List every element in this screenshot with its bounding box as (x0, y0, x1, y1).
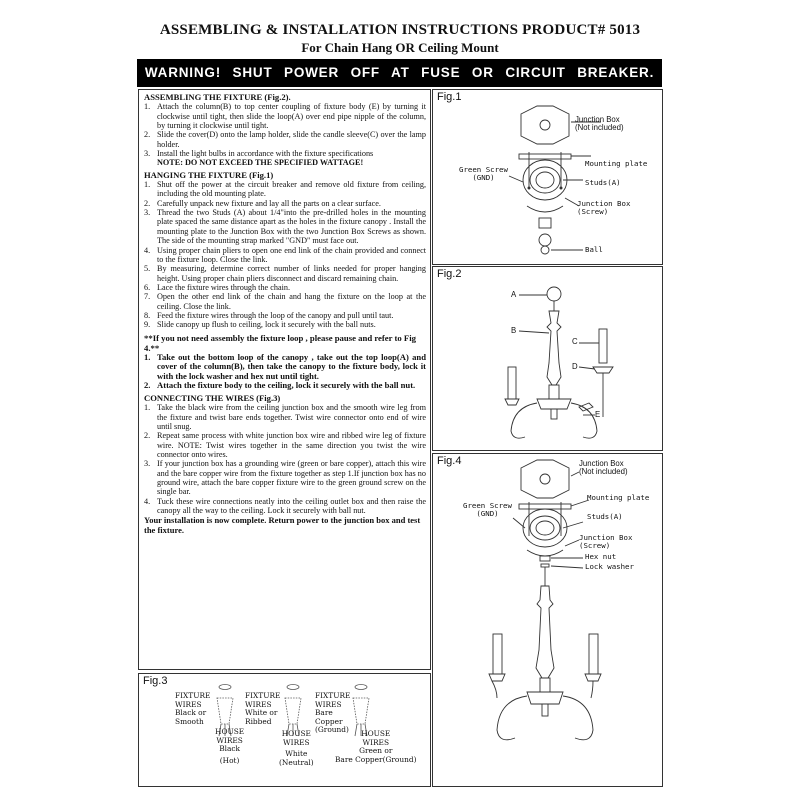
fig4-mounting-plate-label: Mounting plate (587, 493, 650, 502)
fig2-label-a: A (511, 290, 517, 299)
wiring-heading: CONNECTING THE WIRES (Fig.3) (144, 392, 281, 403)
fig1-studs-label: Studs(A) (585, 178, 621, 187)
list-item: 4. Using proper chain pliers to open one end link of the chain provided and connect to the fixture loop. Close the link. (144, 245, 426, 264)
list-item: 2. Carefully unpack new fixture and lay all the parts on a clear surface. (144, 198, 381, 208)
fig4-panel (432, 453, 663, 787)
list-item: 9. Slide canopy up flush to ceiling, lock it securely with the ball nuts. (144, 320, 376, 330)
hanging-steps (144, 180, 426, 330)
list-item: 1. Attach the column(B) to top center coupling of fixture body (E) by turning it clockwise until tight, then slide the loop(A) over end pipe nipple of the column, by turning it clockwise until tight. (144, 102, 426, 131)
fig3-panel (138, 673, 431, 787)
fig4-label: Fig.4 (437, 455, 462, 467)
fig4-hex-nut-label: Hex nut (585, 552, 617, 561)
fig1-green-screw-label: Green Screw (GND) (459, 165, 508, 183)
fig4-studs-label: Studs(A) (587, 512, 623, 521)
fig1-ball-label: Ball (585, 245, 603, 254)
fig3-fixture-wires-3: FIXTURE WIRES Bare Copper (Ground) (315, 691, 351, 734)
list-item: 3. Thread the two Studs (A) about 1/4"into the pre-drilled holes in the mounting plate spaced the same distance apart as the holes in the fixture canopy . Install the mounting plate to the Junction Box with the two Junction Box Screws as shown. The side of the mounting strap marked "GND" must face out. (144, 208, 426, 246)
fig2-label-c: C (572, 337, 578, 346)
fig1-panel (432, 89, 663, 265)
document-title: ASSEMBLING & INSTALLATION INSTRUCTIONS PRODUCT# 5013 (159, 22, 641, 38)
list-item: 1. Take out the bottom loop of the canopy , take out the top loop(A) and cover of the column(B), then take the canopy to the fixture body, lock it with the lock washer and hex nut until tight. (144, 351, 426, 381)
list-item: 5. By measuring, determine correct number of links needed for proper hanging height. Using proper chain pliers disconnect and discard remaining chain. (144, 264, 426, 283)
fig4-green-screw-label: Green Screw (GND) (463, 501, 512, 519)
fig2-diagram (433, 267, 664, 452)
instructions-panel (138, 89, 431, 670)
fig3-house-wires-3: HOUSE WIRES Green or Bare Copper(Ground) (335, 729, 417, 764)
list-item: 2. Repeat same process with white junction box wire and ribbed wire leg of fixture wire. NOTE: Twist wires together in the same direction you twist the wire connector onto wires. (144, 431, 426, 460)
fig3-house-wires-2: HOUSE WIRES White (Neutral) (279, 729, 314, 767)
list-item: 4. Tuck these wire connections neatly into the ceiling outlet box and then raise the canopy all the way to the ceiling. Lock it securely with ball nut. (144, 496, 426, 516)
fig4-lock-washer-label: Lock washer (585, 562, 634, 571)
hanging-heading: HANGING THE FIXTURE (Fig.1) (144, 169, 274, 180)
list-item: 3. Install the light bulbs in accordance with the fixture specifications (144, 149, 374, 159)
fig2-panel (432, 266, 663, 451)
fig2-label-e: E (595, 410, 601, 419)
fig4-junction-box-label: Junction Box (Not included) (579, 459, 628, 477)
fig2-label-b: B (511, 326, 517, 335)
assembling-steps (144, 102, 426, 158)
warning-banner: WARNING! SHUT POWER OFF AT FUSE OR CIRCUIT BREAKER. (137, 59, 662, 87)
assembling-heading: ASSEMBLING THE FIXTURE (Fig.2). (144, 92, 291, 102)
list-item: 2. Slide the cover(D) onto the lamp holder, slide the candle sleeve(C) over the lamp holder. (144, 130, 426, 149)
fig3-house-wires-1: HOUSE WIRES Black (Hot) (215, 727, 245, 765)
list-item: 3. If your junction box has a grounding wire (green or bare copper), attach this wire and the bare copper wire from the fixture together as step 1.If junction box has no ground wire, attach the bare copper fixture wire to the green ground screw on the single bar. (144, 459, 426, 497)
list-item: 7. Open the other end link of the chain and hang the fixture on the loop at the ceiling. Close the link. (144, 292, 426, 311)
list-item: 6. Lace the fixture wires through the chain. (144, 282, 290, 292)
fig1-junction-box-label: Junction Box (Not included) (575, 115, 624, 133)
wattage-note: NOTE: DO NOT EXCEED THE SPECIFIED WATTAGE! (157, 158, 364, 168)
fig3-fixture-wires-1: FIXTURE WIRES Black or Smooth (175, 691, 211, 726)
fig3-label: Fig.3 (143, 675, 168, 687)
ceiling-mount-steps (144, 353, 426, 391)
list-item: 2. Attach the fixture body to the ceiling, lock it securely with the ball nut. (144, 380, 416, 391)
fig4-jb-screw-label: Junction Box (Screw) (579, 533, 633, 551)
document-subtitle: For Chain Hang OR Ceiling Mount (301, 40, 499, 55)
fig3-fixture-wires-2: FIXTURE WIRES White or Ribbed (245, 691, 281, 726)
completion-note: Your installation is now complete. Return power to the junction box and test the fixture. (144, 515, 421, 536)
wiring-steps (144, 403, 426, 515)
fig1-mounting-plate-label: Mounting plate (585, 159, 648, 168)
list-item: 1. Shut off the power at the circuit breaker and remove old fixture from ceiling, including the old mounting plate. (144, 180, 426, 199)
list-item: 8. Feed the fixture wires through the loop of the canopy and pull until taut. (144, 310, 394, 320)
fig2-label-d: D (572, 362, 578, 371)
fig1-label: Fig.1 (437, 91, 462, 103)
list-item: 1. Take the black wire from the ceiling junction box and the smooth wire leg from the fixture and twist bare ends together. Twist wire connector onto end of wire until snug. (144, 403, 426, 431)
fig1-jb-screw-label: Junction Box (Screw) (577, 199, 631, 217)
fig2-label: Fig.2 (437, 268, 462, 280)
ceiling-mount-intro: **If you not need assembly the fixture loop , please pause and refer to Fig 4.** (144, 332, 416, 353)
